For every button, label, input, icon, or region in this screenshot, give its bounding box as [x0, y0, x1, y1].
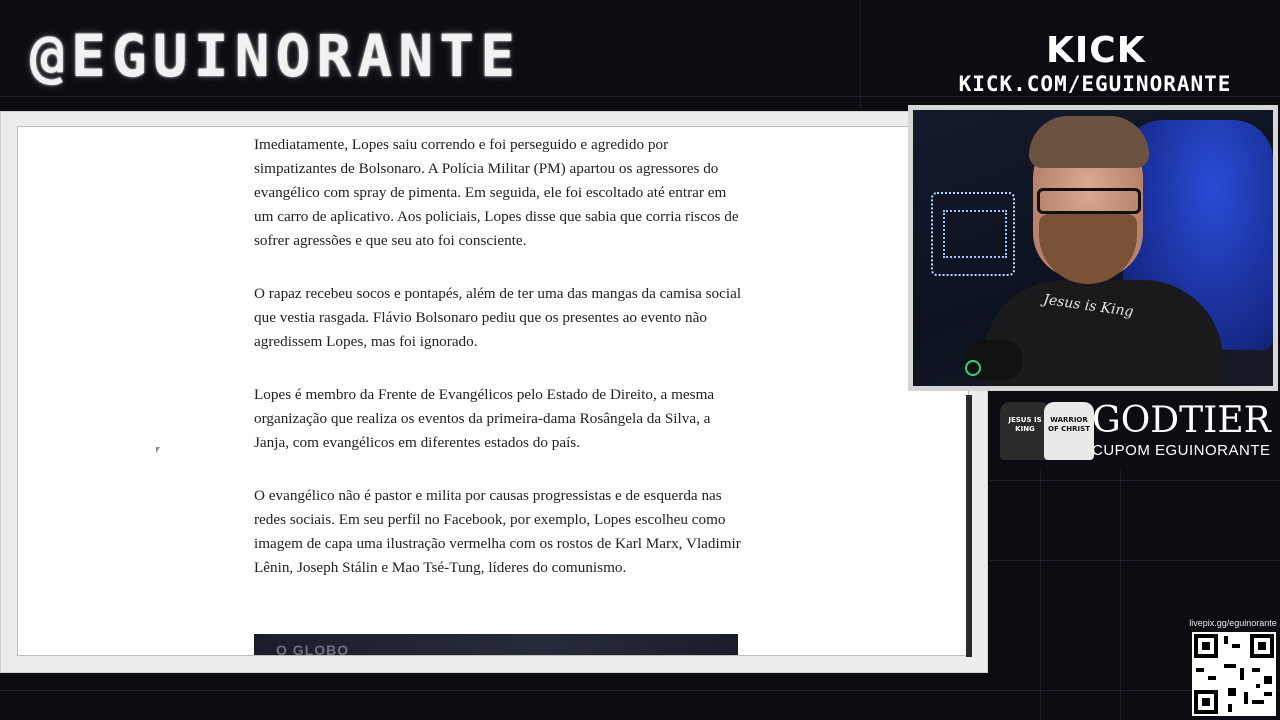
article-paragraph: O rapaz recebeu socos e pontapés, além de ter uma das mangas da camisa social que vestia rasgada. Flávio Bolsonaro pediu que os presentes ao evento não agredissem Lopes, mas foi ignorado. — [254, 285, 742, 350]
qr-code-icon — [1192, 632, 1276, 716]
article-body — [254, 133, 744, 609]
shirt-text: Jesus is King — [1042, 291, 1135, 321]
glasses-icon — [1037, 188, 1141, 214]
streamer-hair — [1029, 116, 1149, 168]
webcam-feed — [913, 110, 1273, 386]
article-page[interactable] — [17, 126, 969, 656]
led-lights-inner — [943, 210, 1007, 258]
donation-url: livepix.gg/eguinorante — [1189, 618, 1277, 628]
page-scrollbar[interactable] — [966, 395, 972, 657]
mic-led-icon — [965, 360, 981, 376]
tshirt-dark-icon: JESUS IS KING — [1000, 402, 1050, 460]
tshirt-light-icon: WARRIOR OF CHRIST — [1044, 402, 1094, 460]
article-paragraph: O evangélico não é pastor e milita por causas progressistas e de esquerda nas redes sociais. Em seu perfil no Facebook, por exemplo, Lopes escolheu como imagem de capa uma ilustração vermelha com os rostos de Karl Marx, Vladimir Lênin, Joseph Stálin e Mao Tsé-Tung, líderes do comunismo. — [254, 487, 741, 576]
article-image — [254, 634, 738, 656]
kick-url: KICK.COM/EGUINORANTE — [958, 72, 1232, 96]
webcam-frame — [908, 105, 1278, 391]
sponsor-brand: GODTIER — [1092, 400, 1271, 441]
mouse-cursor-icon — [156, 447, 160, 453]
sponsor-coupon: CUPOM EGUINORANTE — [1092, 442, 1271, 459]
sponsor-banner — [994, 396, 1274, 466]
article-paragraph: Lopes é membro da Frente de Evangélicos pelo Estado de Direito, a mesma organização que realiza os eventos da primeira-dama Rosângela da Silva, a Janja, com evangélicos em diferentes estados do país. — [254, 386, 715, 451]
kick-logo: KICK — [1046, 30, 1146, 71]
article-paragraph: Imediatamente, Lopes saiu correndo e foi perseguido e agredido por simpatizantes de Bolsonaro. A Polícia Militar (PM) apartou os agressores do evangélico com spray de pimenta. Em seguida, ele foi escoltado até entrar em um carro de aplicativo. Aos policiais, Lopes disse que sabia que corria riscos de sofrer agressões e que seu ato foi consciente. — [254, 136, 739, 249]
channel-handle: @EGUINORANTE — [30, 22, 522, 90]
browser-window — [0, 111, 988, 673]
image-watermark: O GLOBO — [276, 642, 350, 656]
